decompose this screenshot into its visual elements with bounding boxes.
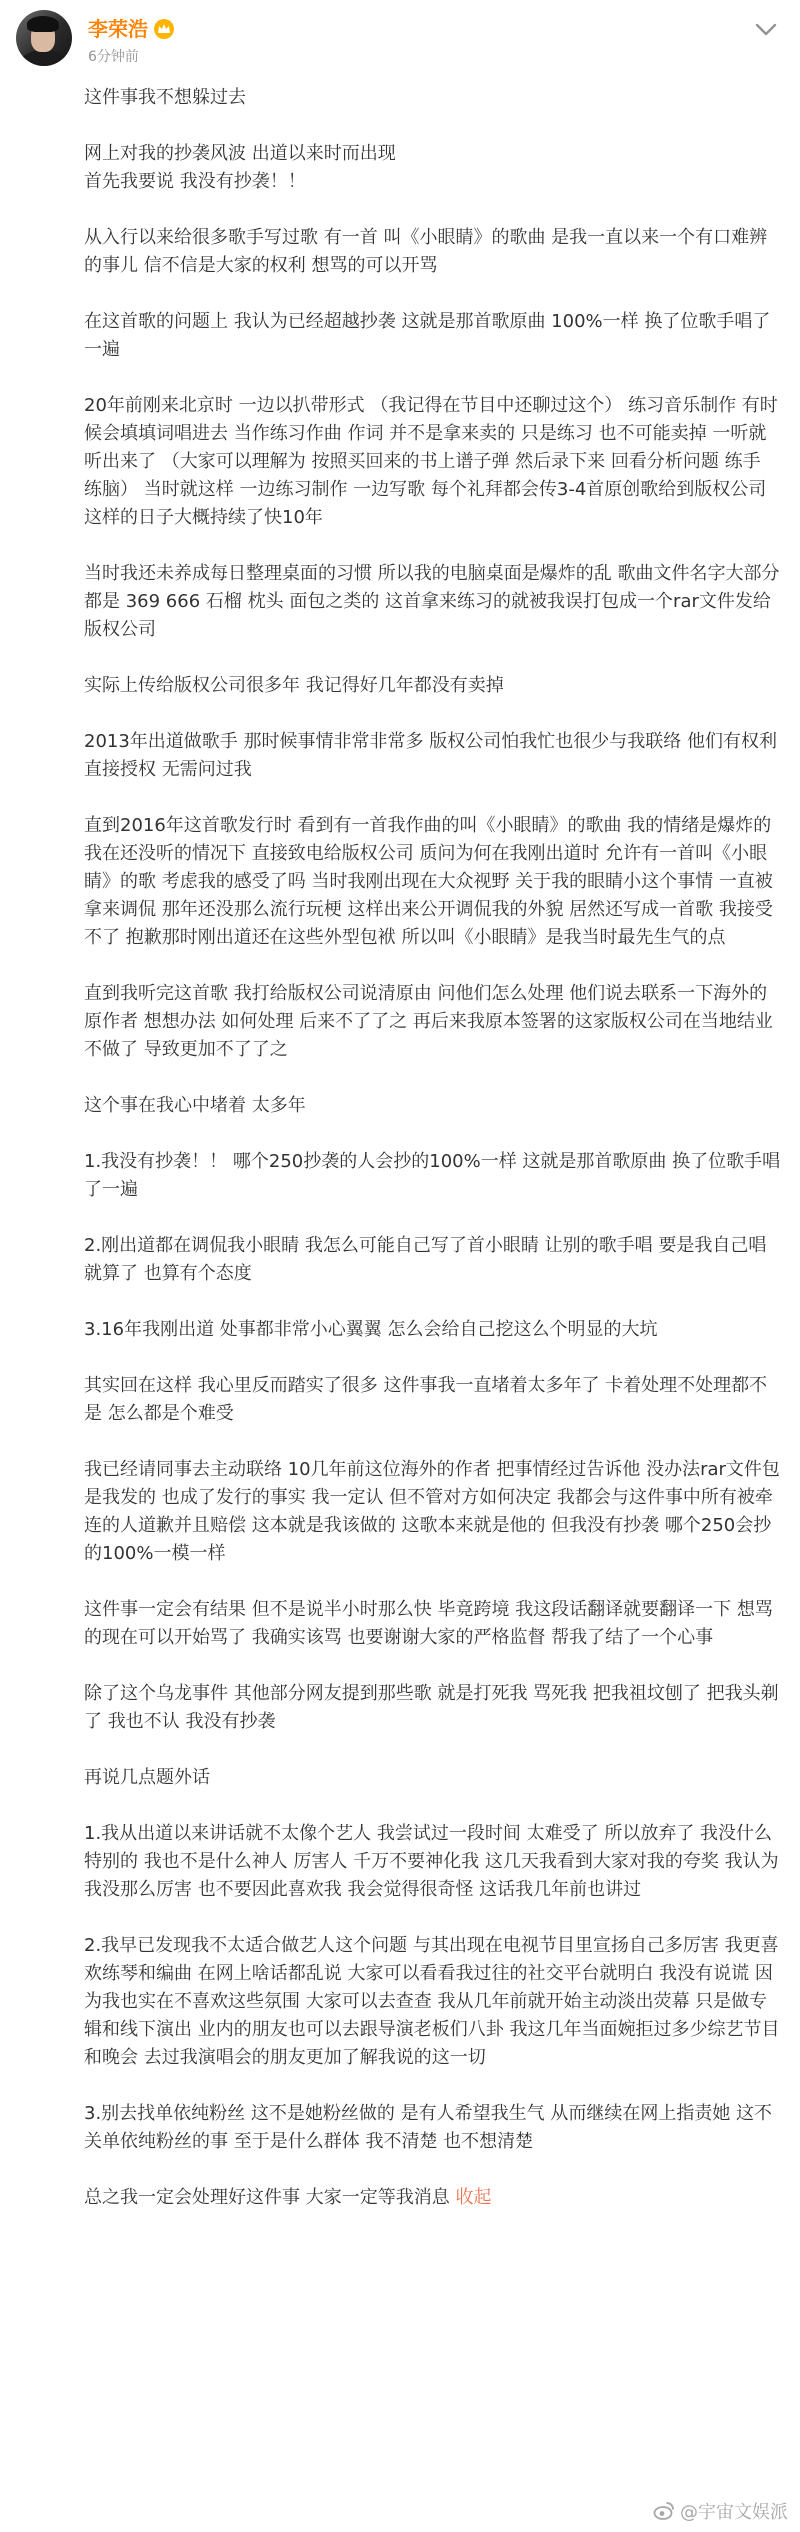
post-paragraph: 我已经请同事去主动联络 10几年前这位海外的作者 把事情经过告诉他 没办法rar文件包是我发的 也成了发行的事实 我一定认 但不管对方如何决定 我都会与这件事中所有被牵连的人道歉并且赔偿 这本就是我该做的 这歌本来就是他的 但我没有抄袭 哪个250会抄的100%一模一样 — [84, 1459, 780, 1564]
post-paragraph: 网上对我的抄袭风波 出道以来时而出现 首先我要说 我没有抄袭！！ — [84, 143, 396, 192]
post-time: 6分钟前 — [88, 49, 139, 65]
avatar[interactable] — [16, 10, 72, 66]
post-paragraph: 再说几点题外话 — [84, 1767, 210, 1788]
post-paragraph: 这件事一定会有结果 但不是说半小时那么快 毕竟跨境 我这段话翻译就要翻译一下 想骂的现在可以开始骂了 我确实该骂 也要谢谢大家的严格监督 帮我了结了一个心事 — [84, 1599, 773, 1648]
post-paragraph: 2013年出道做歌手 那时候事情非常非常多 版权公司怕我忙也很少与我联络 他们有权利直接授权 无需问过我 — [84, 731, 777, 780]
watermark-text: @宇宙文娱派 — [680, 2502, 788, 2523]
post-paragraph: 在这首歌的问题上 我认为已经超越抄袭 这就是那首歌原曲 100%一样 换了位歌手唱了一遍 — [84, 311, 771, 360]
post-paragraph: 其实回在这样 我心里反而踏实了很多 这件事我一直堵着太多年了 卡着处理不处理都不是 怎么都是个难受 — [84, 1375, 768, 1424]
post-paragraph: 直到我听完这首歌 我打给版权公司说清原由 问他们怎么处理 他们说去联系一下海外的原作者 想想办法 如何处理 后来不了了之 再后来我原本签署的这家版权公司在当地结业不做了 导致更加不了了之 — [84, 983, 773, 1060]
post-paragraph: 3.16年我刚出道 处事都非常小心翼翼 怎么会给自己挖这么个明显的大坑 — [84, 1319, 658, 1340]
author-name[interactable]: 李荣浩 — [88, 17, 148, 41]
post-paragraph: 除了这个乌龙事件 其他部分网友提到那些歌 就是打死我 骂死我 把我祖坟刨了 把我头剃了 我也不认 我没有抄袭 — [84, 1683, 779, 1732]
chevron-down-icon[interactable] — [754, 22, 778, 36]
post-paragraph: 2.刚出道都在调侃我小眼睛 我怎么可能自己写了首小眼睛 让别的歌手唱 要是我自己唱就算了 也算有个态度 — [84, 1235, 767, 1284]
post-paragraph: 直到2016年这首歌发行时 看到有一首我作曲的叫《小眼睛》的歌曲 我的情绪是爆炸的 我在还没听的情况下 直接致电给版权公司 质问为何在我刚出道时 允许有一首叫《小眼睛》的歌 考虑我的感受了吗 当时我刚出现在大众视野 关于我的眼睛小这个事情 一直被拿来调侃 那年还没那么流行玩梗 这样出来公开调侃我的外貌 居然还写成一首歌 我接受不了 抱歉那时刚出道还在这些外型包袱 所以叫《小眼睛》是我当时最先生气的点 — [84, 815, 773, 948]
post-body — [84, 84, 784, 2240]
author-row — [88, 16, 174, 42]
post-paragraph: 这件事我不想躲过去 — [84, 87, 246, 108]
post-paragraph: 当时我还未养成每日整理桌面的习惯 所以我的电脑桌面是爆炸的乱 歌曲文件名字大部分都是 369 666 石榴 枕头 面包之类的 这首拿来练习的就被我误打包成一个rar文件发给版权公司 — [84, 563, 780, 640]
collapse-link[interactable]: 收起 — [455, 2187, 492, 2208]
watermark — [653, 2498, 788, 2524]
post-paragraph: 1.我没有抄袭！！ 哪个250抄袭的人会抄的100%一样 这就是那首歌原曲 换了位歌手唱了一遍 — [84, 1151, 781, 1200]
closing-text: 总之我一定会处理好这件事 大家一定等我消息 — [84, 2187, 456, 2208]
crown-badge-icon — [154, 19, 174, 39]
weibo-logo-icon — [653, 2500, 675, 2522]
post-header — [0, 0, 800, 80]
post-paragraph: 从入行以来给很多歌手写过歌 有一首 叫《小眼睛》的歌曲 是我一直以来一个有口难辨的事儿 信不信是大家的权利 想骂的可以开骂 — [84, 227, 768, 276]
post-paragraph: 20年前刚来北京时 一边以扒带形式 （我记得在节目中还聊过这个） 练习音乐制作 有时候会填填词唱进去 当作练习作曲 作词 并不是拿来卖的 只是练习 也不可能卖掉 一听就听出来了 （大家可以理解为 按照买回来的书上谱子弹 然后录下来 回看分析问题 练手 练脑） 当时就这样 一边练习制作 一边写歌 每个礼拜都会传3-4首原创歌给到版权公司 这样的日子大概持续了快10年 — [84, 395, 778, 528]
post-paragraph: 3.别去找单依纯粉丝 这不是她粉丝做的 是有人希望我生气 从而继续在网上指责她 这不关单依纯粉丝的事 至于是什么群体 我不清楚 也不想清楚 — [84, 2103, 773, 2152]
post-closing — [84, 2184, 784, 2212]
post-paragraph: 实际上传给版权公司很多年 我记得好几年都没有卖掉 — [84, 675, 504, 696]
post-paragraph: 这个事在我心中堵着 太多年 — [84, 1095, 306, 1116]
post-paragraph: 1.我从出道以来讲话就不太像个艺人 我尝试过一段时间 太难受了 所以放弃了 我没什么特别的 我也不是什么神人 厉害人 千万不要神化我 这几天我看到大家对我的夸奖 我认为我没那么厉害 也不要因此喜欢我 我会觉得很奇怪 这话我几年前也讲过 — [84, 1823, 779, 1900]
post-paragraph: 2.我早已发现我不太适合做艺人这个问题 与其出现在电视节目里宣扬自己多厉害 我更喜欢练琴和编曲 在网上啥话都乱说 大家可以看看我过往的社交平台就明白 我没有说谎 因为我也实在不喜欢这些氛围 大家可以去查查 我从几年前就开始主动淡出荧幕 只是做专辑和线下演出 业内的朋友也可以去跟导演老板们八卦 我这几年当面婉拒过多少综艺节目和晚会 去过我演唱会的朋友更加了解我说的这一切 — [84, 1935, 780, 2068]
